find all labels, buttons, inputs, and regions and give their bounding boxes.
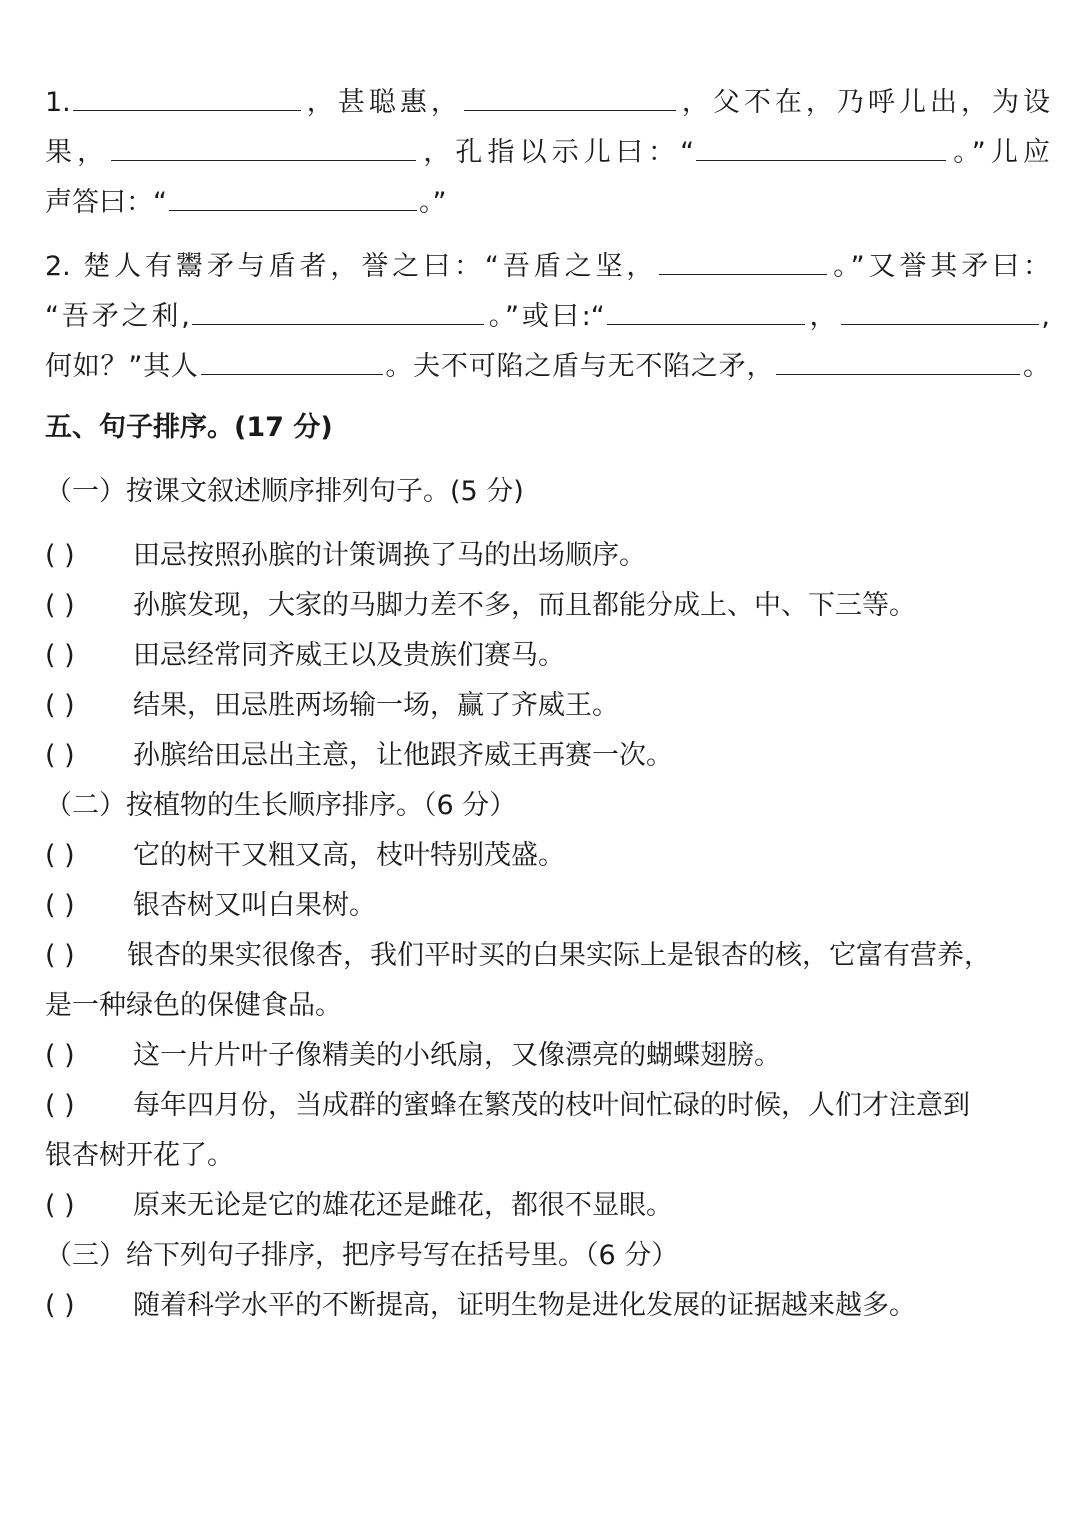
answer-parens[interactable]: ( ) [45, 540, 75, 571]
q1-text: ，甚聪惠， [302, 87, 462, 118]
item-text: 孙膑发现，大家的马脚力差不多，而且都能分成上、中、下三等。 [133, 590, 916, 621]
q2-text: 何如？”其人 [45, 351, 199, 382]
part3-title: （三）给下列句子排序，把序号写在括号里。（6 分） [45, 1240, 679, 1271]
q2-line1 [45, 244, 1050, 287]
q1-line2 [45, 130, 1050, 173]
item-text: 孙膑给田忌出主意，让他跟齐威王再赛一次。 [133, 740, 673, 771]
q2-text: ， [806, 301, 840, 332]
item-text: 随着科学水平的不断提高，证明生物是进化发展的证据越来越多。 [133, 1290, 916, 1321]
q1-line1 [45, 80, 1050, 123]
answer-blank[interactable] [659, 244, 827, 275]
answer-blank[interactable] [201, 344, 383, 375]
q1-text: ，父不在，乃呼儿出，为设 [677, 87, 1050, 118]
q1-text: 声答曰：“ [45, 187, 167, 218]
q2-text: 。”又誉其矛曰： [829, 251, 1050, 282]
list-item [45, 586, 1050, 626]
answer-blank[interactable] [607, 294, 805, 325]
item-text: 田忌按照孙膑的计策调换了马的出场顺序。 [133, 540, 646, 571]
item-text: 原来无论是它的雄花还是雌花，都很不显眼。 [133, 1190, 673, 1221]
q1-text: 。” [419, 187, 447, 218]
q1-line3 [45, 180, 1050, 223]
list-item [45, 736, 1050, 776]
list-item [45, 1086, 1050, 1126]
list-item [45, 886, 1050, 926]
section-title: 五、句子排序。(17 分) [45, 412, 333, 443]
list-item [45, 836, 1050, 876]
q2-line2 [45, 294, 1050, 337]
list-item [45, 686, 1050, 726]
list-item [45, 1286, 1050, 1326]
answer-parens[interactable]: ( ) [45, 690, 75, 721]
list-item [45, 1036, 1050, 1076]
q2-text: “吾矛之利, [45, 301, 190, 332]
answer-parens[interactable]: ( ) [45, 940, 75, 971]
answer-blank[interactable] [841, 294, 1039, 325]
q2-text: 。 [1022, 351, 1050, 382]
answer-parens[interactable]: ( ) [45, 590, 75, 621]
part1-title: （一）按课文叙述顺序排列句子。(5 分) [45, 476, 524, 507]
answer-parens[interactable]: ( ) [45, 640, 75, 671]
item-text: 田忌经常同齐威王以及贵族们赛马。 [133, 640, 565, 671]
answer-blank[interactable] [696, 130, 946, 161]
answer-parens[interactable]: ( ) [45, 1040, 75, 1071]
q2-text: 。夫不可陷之盾与无不陷之矛， [384, 351, 775, 382]
answer-parens[interactable]: ( ) [45, 1290, 75, 1321]
answer-blank[interactable] [169, 180, 417, 211]
answer-parens[interactable]: ( ) [45, 890, 75, 921]
q1-text: 。”儿应 [948, 137, 1050, 168]
list-item-continued: 银杏树开花了。 [45, 1140, 234, 1171]
answer-parens[interactable]: ( ) [45, 740, 75, 771]
answer-blank[interactable] [73, 80, 301, 111]
list-item [45, 1186, 1050, 1226]
list-item-continued: 是一种绿色的保健食品。 [45, 990, 342, 1021]
answer-blank[interactable] [464, 80, 676, 111]
item-text: 它的树干又粗又高，枝叶特别茂盛。 [133, 840, 565, 871]
answer-blank[interactable] [111, 130, 416, 161]
item-text: 银杏的果实很像杏，我们平时买的白果实际上是银杏的核，它富有营养， [127, 940, 991, 971]
answer-blank[interactable] [776, 344, 1020, 375]
list-item [45, 536, 1050, 576]
q2-text: , [1041, 301, 1050, 332]
q1-number: 1. [45, 87, 71, 118]
item-text: 银杏树又叫白果树。 [133, 890, 376, 921]
q1-text: 果， [45, 137, 110, 168]
answer-parens[interactable]: ( ) [45, 1190, 75, 1221]
q1-text: ，孔指以示儿曰：“ [418, 137, 695, 168]
list-item [45, 936, 1050, 976]
item-text: 每年四月份，当成群的蜜蜂在繁茂的枝叶间忙碌的时候，人们才注意到 [133, 1090, 970, 1121]
answer-parens[interactable]: ( ) [45, 1090, 75, 1121]
q2-text: 2. 楚人有鬻矛与盾者，誉之曰：“吾盾之坚， [45, 251, 658, 282]
q2-line3 [45, 344, 1050, 387]
list-item [45, 636, 1050, 676]
answer-blank[interactable] [192, 294, 484, 325]
part2-title: （二）按植物的生长顺序排序。（6 分） [45, 790, 517, 821]
answer-parens[interactable]: ( ) [45, 840, 75, 871]
item-text: 这一片片叶子像精美的小纸扇，又像漂亮的蝴蝶翅膀。 [133, 1040, 781, 1071]
q2-text: 。”或曰:“ [485, 301, 605, 332]
item-text: 结果，田忌胜两场输一场，赢了齐威王。 [133, 690, 619, 721]
